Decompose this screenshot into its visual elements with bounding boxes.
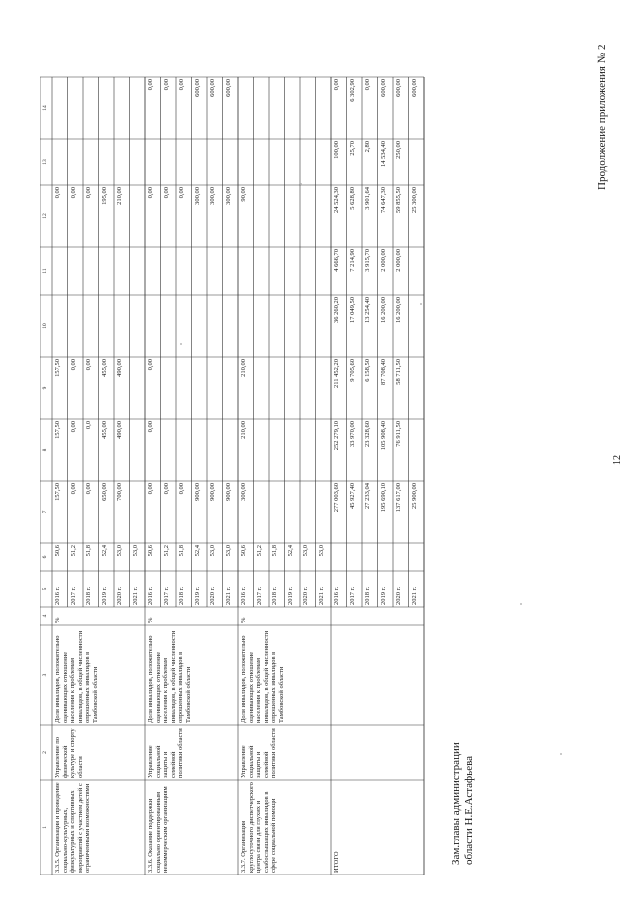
value-cell bbox=[318, 187, 331, 245]
value-cell: 2 000,00 bbox=[395, 249, 402, 272]
value-cell bbox=[256, 297, 269, 355]
value-cell: 14 534,40 bbox=[379, 141, 387, 167]
value-cell: 51,2 bbox=[255, 545, 263, 557]
year-cell: 2019 г. bbox=[193, 586, 201, 605]
year-cell: 2021 г. bbox=[410, 586, 418, 605]
value-cell bbox=[318, 483, 331, 541]
year-cell: 2016 г. bbox=[54, 586, 61, 605]
value-cell: 9 705,60 bbox=[348, 359, 356, 382]
value-cell bbox=[271, 141, 284, 183]
value-cell: 0,00 bbox=[85, 359, 92, 371]
value-cell: 0,00 bbox=[69, 483, 77, 495]
value-cell: 24 524,30 bbox=[333, 187, 340, 213]
value-cell: 25 300,00 bbox=[410, 187, 418, 213]
value-cell bbox=[132, 483, 145, 541]
value-cell bbox=[194, 421, 207, 479]
header-column-number: 10 bbox=[42, 323, 48, 329]
value-cell: 600,00 bbox=[395, 79, 402, 97]
header-column-number: 12 bbox=[42, 213, 48, 219]
scan-speck bbox=[560, 753, 562, 755]
value-cell bbox=[209, 249, 222, 293]
value-cell bbox=[256, 79, 269, 137]
year-cell: 2019 г. bbox=[379, 586, 387, 605]
value-cell bbox=[70, 297, 83, 355]
value-cell bbox=[287, 79, 300, 137]
value-cell: 90,00 bbox=[240, 187, 247, 202]
header-column-number: 4 bbox=[42, 614, 48, 618]
value-cell: 650,00 bbox=[100, 483, 108, 501]
value-cell: 600,00 bbox=[410, 79, 418, 97]
value-cell: 490,00 bbox=[116, 421, 123, 439]
value-cell: 0,00 bbox=[85, 187, 92, 199]
value-cell: 51,2 bbox=[162, 545, 170, 557]
value-cell: 900,00 bbox=[209, 483, 216, 501]
value-cell: 210,00 bbox=[240, 359, 247, 377]
signature-line-1: Зам.главы администрации bbox=[450, 742, 462, 865]
value-cell bbox=[225, 359, 238, 417]
year-cell: 2018 г. bbox=[364, 586, 371, 605]
value-cell: 300,00 bbox=[193, 187, 201, 205]
value-cell bbox=[287, 141, 300, 183]
year-cell: 2016 г. bbox=[147, 586, 154, 605]
value-cell: 0,00 bbox=[333, 79, 340, 91]
measure-name: 3.3.5. Организация и проведение социально-культурных, физкультурных и спортивных мероприятий с участием детей с ограниченными возможностями bbox=[54, 782, 91, 873]
indicator-name bbox=[333, 627, 423, 723]
value-cell: 210,00 bbox=[116, 187, 123, 205]
value-cell: 900,00 bbox=[193, 483, 201, 501]
year-cell: 2016 г. bbox=[240, 586, 247, 605]
value-cell bbox=[116, 79, 129, 137]
value-cell: 52,4 bbox=[193, 545, 201, 557]
value-cell bbox=[209, 421, 222, 479]
header-column-number: 2 bbox=[42, 751, 48, 754]
value-cell bbox=[132, 421, 145, 479]
page-number: 12 bbox=[612, 455, 623, 465]
value-cell: 600,00 bbox=[193, 79, 201, 97]
value-cell bbox=[163, 297, 176, 355]
value-cell bbox=[194, 359, 207, 417]
value-cell: 53,0 bbox=[317, 545, 325, 557]
unit-of-measure bbox=[333, 609, 423, 623]
value-cell bbox=[70, 79, 83, 137]
year-cell: 2018 г. bbox=[85, 586, 92, 605]
indicator-name: Доля инвалидов, положительно оценивающих отношение населения к проблемам инвалидов, в общей численности опрошенных инвалидов в Тамбовской области bbox=[54, 630, 99, 723]
year-cell: 2020 г. bbox=[395, 586, 402, 605]
value-cell: 4 666,70 bbox=[333, 249, 340, 272]
value-cell bbox=[178, 297, 191, 355]
value-cell bbox=[116, 249, 129, 293]
value-cell bbox=[411, 545, 424, 569]
value-cell bbox=[411, 297, 424, 355]
year-cell: 2017 г. bbox=[348, 586, 356, 605]
value-cell bbox=[302, 421, 315, 479]
value-cell: 59 855,50 bbox=[395, 187, 402, 213]
value-cell: 58 711,50 bbox=[395, 359, 402, 385]
value-cell bbox=[302, 79, 315, 137]
value-cell bbox=[271, 421, 284, 479]
header-column-number: 5 bbox=[42, 587, 48, 591]
header-column-number: 1 bbox=[42, 826, 48, 829]
value-cell: 6 158,50 bbox=[364, 359, 371, 382]
value-cell bbox=[271, 359, 284, 417]
value-cell bbox=[85, 297, 98, 355]
value-cell: 2 000,00 bbox=[379, 249, 387, 272]
header-column-number: 8 bbox=[42, 448, 48, 452]
value-cell: 157,50 bbox=[54, 359, 61, 377]
value-cell: 900,00 bbox=[224, 483, 232, 501]
value-cell: 25 900,00 bbox=[410, 483, 418, 509]
value-cell: 0,00 bbox=[178, 79, 185, 91]
value-cell: 16 200,00 bbox=[379, 297, 387, 323]
measure-name: 3.3.7. Организация круглосуточного диспетчерского центра связи для глухих и слабослышащих инвалидов в сфере социальной помощи bbox=[240, 782, 277, 873]
value-cell: 53,0 bbox=[224, 545, 232, 557]
value-cell bbox=[271, 249, 284, 293]
value-cell: 87 708,40 bbox=[379, 359, 387, 385]
value-cell: 27 233,04 bbox=[364, 483, 371, 509]
value-cell bbox=[178, 249, 191, 293]
value-cell: 0,00 bbox=[54, 187, 61, 199]
value-cell bbox=[163, 421, 176, 479]
value-cell: 3 901,64 bbox=[364, 187, 371, 210]
value-cell: 13 254,40 bbox=[364, 297, 371, 323]
value-cell: 6 302,90 bbox=[348, 79, 356, 102]
value-cell: 195 690,10 bbox=[379, 483, 387, 513]
header-column-number: 6 bbox=[42, 555, 48, 559]
value-cell: 76 911,50 bbox=[395, 421, 402, 447]
continuation-heading: Продолжение приложения № 2 bbox=[596, 44, 608, 190]
value-cell: 0,00 bbox=[178, 483, 185, 495]
value-cell bbox=[70, 141, 83, 183]
value-cell: 700,00 bbox=[116, 483, 123, 501]
value-cell bbox=[178, 359, 191, 417]
value-cell: 17 049,50 bbox=[348, 297, 356, 323]
value-cell bbox=[318, 297, 331, 355]
value-cell: 53,0 bbox=[131, 545, 139, 557]
value-cell bbox=[271, 79, 284, 137]
value-cell: 23 328,60 bbox=[364, 421, 371, 447]
value-cell bbox=[116, 297, 129, 355]
value-cell bbox=[240, 297, 253, 355]
value-cell bbox=[411, 141, 424, 183]
value-cell: 50,6 bbox=[54, 545, 61, 557]
value-cell bbox=[85, 79, 98, 137]
signature-block bbox=[450, 742, 476, 865]
value-cell bbox=[287, 359, 300, 417]
value-cell bbox=[132, 359, 145, 417]
value-cell bbox=[240, 79, 253, 137]
value-cell bbox=[101, 249, 114, 293]
year-cell: 2016 г. bbox=[333, 586, 340, 605]
value-cell: 0,00 bbox=[147, 79, 154, 91]
value-cell bbox=[209, 359, 222, 417]
value-cell bbox=[256, 187, 269, 245]
value-cell bbox=[271, 187, 284, 245]
value-cell: 195,00 bbox=[100, 187, 108, 205]
value-cell bbox=[302, 483, 315, 541]
value-cell bbox=[302, 297, 315, 355]
value-cell: 250,00 bbox=[395, 141, 402, 159]
value-cell: 51,8 bbox=[178, 545, 185, 557]
value-cell: 52,4 bbox=[286, 545, 294, 557]
value-cell bbox=[225, 297, 238, 355]
value-cell: 53,0 bbox=[302, 545, 309, 557]
value-cell: 300,00 bbox=[240, 483, 247, 501]
value-cell bbox=[54, 141, 67, 183]
value-cell: 137 617,00 bbox=[395, 483, 402, 513]
value-cell: 0,00 bbox=[364, 79, 371, 91]
value-cell: 0,00 bbox=[162, 187, 170, 199]
value-cell: 100,00 bbox=[333, 141, 340, 159]
responsible-executor: Управление социальной защиты и семейной политики области bbox=[147, 728, 184, 778]
value-cell: 0,00 bbox=[69, 421, 77, 433]
value-cell: 2,80 bbox=[364, 141, 371, 153]
responsible-executor: Управление социальной защиты и семейной политики области bbox=[240, 728, 277, 778]
header-column-number: 14 bbox=[42, 105, 48, 111]
year-cell: 2019 г. bbox=[286, 586, 294, 605]
value-cell bbox=[85, 141, 98, 183]
value-cell bbox=[101, 79, 114, 137]
value-cell bbox=[163, 249, 176, 293]
value-cell bbox=[132, 187, 145, 245]
value-cell bbox=[364, 545, 377, 569]
value-cell bbox=[240, 249, 253, 293]
value-cell: 600,00 bbox=[224, 79, 232, 97]
value-cell: 0,00 bbox=[85, 483, 92, 495]
unit-of-measure: % bbox=[54, 617, 61, 623]
value-cell: 53,0 bbox=[209, 545, 216, 557]
value-cell: 0,00 bbox=[147, 483, 154, 495]
year-cell: 2017 г. bbox=[69, 586, 77, 605]
measure-name: 3.3.6. Оказание поддержки социально ориентированным некоммерческим организациям bbox=[147, 786, 169, 873]
value-cell: 52,4 bbox=[100, 545, 108, 557]
year-cell: 2019 г. bbox=[100, 586, 108, 605]
value-cell: 490,00 bbox=[116, 359, 123, 377]
value-cell: 7 214,90 bbox=[348, 249, 356, 272]
value-cell: 16 200,00 bbox=[395, 297, 402, 323]
value-cell: 74 647,30 bbox=[379, 187, 387, 213]
year-cell: 2020 г. bbox=[302, 586, 309, 605]
unit-of-measure: % bbox=[147, 617, 154, 623]
value-cell: 0,00 bbox=[147, 421, 154, 433]
value-cell: 455,00 bbox=[100, 421, 108, 439]
value-cell: 300,00 bbox=[224, 187, 232, 205]
value-cell bbox=[256, 421, 269, 479]
value-cell bbox=[271, 483, 284, 541]
value-cell: 0,00 bbox=[69, 187, 77, 199]
scan-speck bbox=[420, 303, 422, 305]
year-cell: 2021 г. bbox=[131, 586, 139, 605]
value-cell bbox=[225, 421, 238, 479]
value-cell bbox=[225, 141, 238, 183]
value-cell bbox=[194, 249, 207, 293]
value-cell bbox=[302, 187, 315, 245]
value-cell: 3 915,70 bbox=[364, 249, 371, 272]
value-cell bbox=[54, 249, 67, 293]
value-cell: 25,70 bbox=[348, 141, 356, 156]
value-cell: 211 452,20 bbox=[333, 359, 340, 389]
value-cell bbox=[194, 141, 207, 183]
value-cell bbox=[54, 297, 67, 355]
indicator-name: Доля инвалидов, положительно оценивающих отношение населения к проблемам инвалидов, в общей численности опрошенных инвалидов в Тамбовской области bbox=[240, 630, 285, 723]
value-cell: 5 628,80 bbox=[348, 187, 356, 210]
value-cell bbox=[132, 79, 145, 137]
value-cell: 600,00 bbox=[379, 79, 387, 97]
measure-name: ИТОГО bbox=[333, 851, 340, 873]
value-cell bbox=[209, 297, 222, 355]
value-cell: 157,50 bbox=[54, 421, 61, 439]
value-cell bbox=[287, 421, 300, 479]
value-cell bbox=[287, 187, 300, 245]
responsible-executor bbox=[333, 727, 423, 778]
value-cell: 53,0 bbox=[116, 545, 123, 557]
value-cell: 277 003,60 bbox=[333, 483, 340, 513]
value-cell: 33 970,00 bbox=[348, 421, 356, 447]
value-cell: 0,00 bbox=[162, 483, 170, 495]
value-cell: 600,00 bbox=[209, 79, 216, 97]
value-cell bbox=[178, 141, 191, 183]
value-cell bbox=[70, 249, 83, 293]
value-cell bbox=[318, 249, 331, 293]
value-cell bbox=[132, 297, 145, 355]
value-cell bbox=[395, 545, 408, 569]
value-cell bbox=[147, 249, 160, 293]
value-cell bbox=[101, 141, 114, 183]
value-cell bbox=[411, 359, 424, 417]
value-cell bbox=[132, 249, 145, 293]
value-cell bbox=[318, 79, 331, 137]
program-table bbox=[40, 35, 590, 875]
year-cell: 2017 г. bbox=[255, 586, 263, 605]
signature-line-2: области Н.Е.Астафьева bbox=[463, 755, 475, 865]
value-cell: 50,6 bbox=[240, 545, 247, 557]
value-cell: 0,00 bbox=[147, 187, 154, 199]
value-cell bbox=[256, 359, 269, 417]
value-cell bbox=[302, 141, 315, 183]
header-column-number: 13 bbox=[42, 159, 48, 165]
year-cell: 2020 г. bbox=[116, 586, 123, 605]
header-column-number: 7 bbox=[42, 510, 48, 514]
value-cell bbox=[225, 249, 238, 293]
value-cell: 51,8 bbox=[85, 545, 92, 557]
scan-speck bbox=[300, 183, 302, 185]
value-cell: 157,50 bbox=[54, 483, 61, 501]
value-cell: 0,00 bbox=[178, 187, 185, 199]
value-cell bbox=[240, 141, 253, 183]
value-cell bbox=[54, 79, 67, 137]
year-cell: 2018 г. bbox=[178, 586, 185, 605]
scan-speck bbox=[180, 343, 182, 345]
value-cell bbox=[163, 359, 176, 417]
unit-of-measure: % bbox=[240, 617, 247, 623]
value-cell bbox=[333, 545, 346, 569]
indicator-name: Доля инвалидов, положительно оценивающих отношение населения к проблемам инвалидов, в общей численности опрошенных инвалидов в Тамбовской области bbox=[147, 630, 192, 723]
year-cell: 2017 г. bbox=[162, 586, 170, 605]
value-cell: 0,00 bbox=[69, 359, 77, 371]
value-cell bbox=[256, 249, 269, 293]
value-cell: 0,00 bbox=[162, 79, 170, 91]
value-cell bbox=[318, 359, 331, 417]
value-cell bbox=[318, 421, 331, 479]
value-cell bbox=[302, 359, 315, 417]
value-cell bbox=[318, 141, 331, 183]
header-column-number: 3 bbox=[42, 673, 48, 677]
value-cell: 105 908,40 bbox=[379, 421, 387, 451]
year-cell: 2021 г. bbox=[224, 586, 232, 605]
value-cell: 455,00 bbox=[100, 359, 108, 377]
value-cell bbox=[147, 141, 160, 183]
value-cell bbox=[132, 141, 145, 183]
value-cell bbox=[147, 297, 160, 355]
value-cell: 210,00 bbox=[240, 421, 247, 439]
year-cell: 2021 г. bbox=[317, 586, 325, 605]
value-cell bbox=[178, 421, 191, 479]
scan-speck bbox=[520, 603, 522, 605]
value-cell bbox=[287, 483, 300, 541]
value-cell: 50,6 bbox=[147, 545, 154, 557]
value-cell bbox=[163, 141, 176, 183]
value-cell: 51,2 bbox=[69, 545, 77, 557]
value-cell bbox=[287, 249, 300, 293]
value-cell bbox=[256, 483, 269, 541]
value-cell: 252 279,10 bbox=[333, 421, 340, 451]
value-cell bbox=[101, 297, 114, 355]
value-cell: 0,00 bbox=[147, 359, 154, 371]
value-cell bbox=[85, 249, 98, 293]
value-cell bbox=[411, 421, 424, 479]
year-cell: 2020 г. bbox=[209, 586, 216, 605]
header-column-number: 11 bbox=[42, 268, 48, 274]
responsible-executor: Управление по физической культуре и спорту области bbox=[54, 728, 84, 778]
value-cell bbox=[287, 297, 300, 355]
value-cell: 45 927,40 bbox=[348, 483, 356, 509]
value-cell: 0,0 bbox=[85, 421, 92, 430]
value-cell: 36 260,20 bbox=[333, 297, 340, 323]
value-cell bbox=[302, 249, 315, 293]
value-cell bbox=[411, 249, 424, 293]
value-cell: 300,00 bbox=[209, 187, 216, 205]
value-cell: 51,8 bbox=[271, 545, 278, 557]
header-column-number: 9 bbox=[42, 386, 48, 390]
value-cell bbox=[194, 297, 207, 355]
value-cell bbox=[209, 141, 222, 183]
value-cell bbox=[349, 545, 362, 569]
value-cell bbox=[380, 545, 393, 569]
value-cell bbox=[256, 141, 269, 183]
value-cell bbox=[116, 141, 129, 183]
year-cell: 2018 г. bbox=[271, 586, 278, 605]
value-cell bbox=[271, 297, 284, 355]
